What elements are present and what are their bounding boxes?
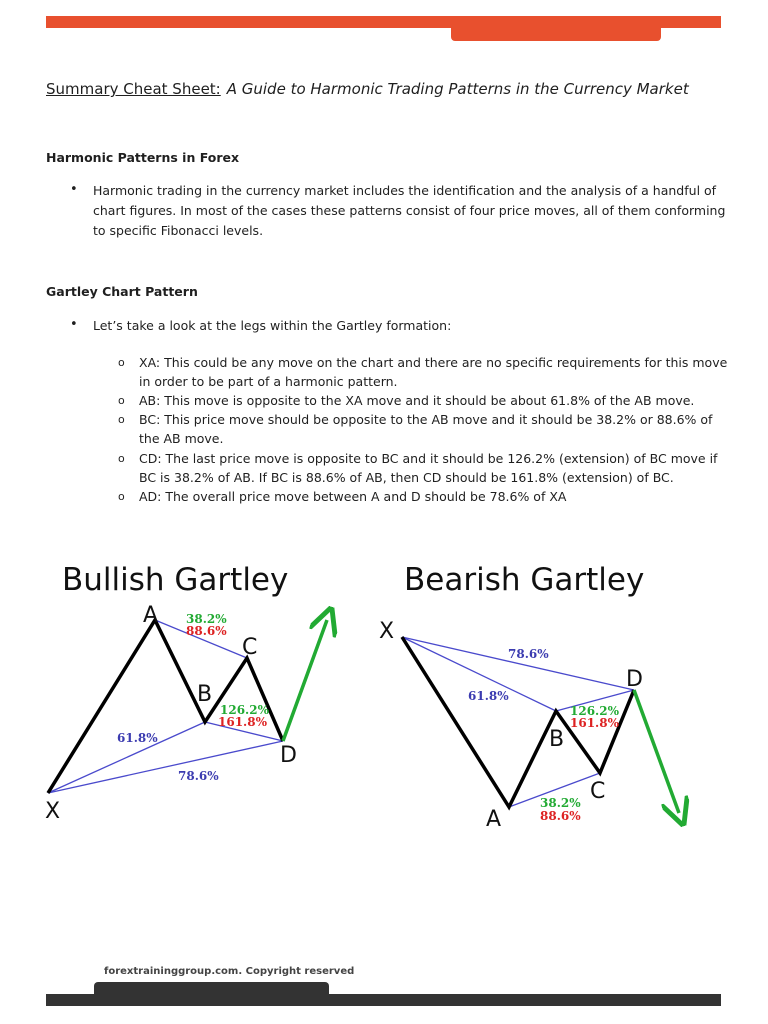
title-subtitle: A Guide to Harmonic Trading Patterns in the Currency Market <box>226 80 689 98</box>
leg-cd: CD: The last price move is opposite to BC and it should be 126.2% (extension) of BC move if BC is 38.2% of AB. If BC is 88.6% of AB, then CD should be 161.8% (extension) of BC. <box>139 451 718 485</box>
top-accent-tab <box>451 27 661 41</box>
footer-copyright: forextraininggroup.com. Copyright reserved <box>104 966 355 977</box>
bullish-title: Bullish Gartley <box>62 562 289 598</box>
gartley-diagram <box>0 540 768 840</box>
section-heading-gartley: Gartley Chart Pattern <box>46 284 198 299</box>
bearish-point-c: C <box>590 779 606 804</box>
bullish-point-b: B <box>197 682 213 707</box>
bullet-text-harmonic: Harmonic trading in the currency market includes the identification and the analysis of a handful of chart figures. In most of the cases these patterns consist of four price moves, all of them conforming to specific Fibonacci levels. <box>93 183 726 238</box>
bullish-point-a: A <box>143 603 159 628</box>
bullish-arrow <box>283 620 327 741</box>
sub-bullet-marker: o <box>118 490 125 503</box>
leg-ad: AD: The overall price move between A and D should be 78.6% of XA <box>139 489 567 504</box>
bearish-ratio-xb: 61.8% <box>468 689 509 703</box>
bearish-gartley <box>379 562 679 832</box>
bullet-marker: • <box>70 182 78 197</box>
bullish-ratio-cd-1: 126.2% <box>220 703 269 717</box>
page-title <box>46 80 689 98</box>
bearish-ratio-xd: 78.6% <box>508 647 549 661</box>
bearish-ratio-line-xd <box>402 637 634 690</box>
bullish-ratio-xd: 78.6% <box>178 769 219 783</box>
bullish-point-x: X <box>45 799 61 824</box>
leg-bc: BC: This price move should be opposite to the AB move and it should be 38.2% or 88.6% of the AB move. <box>139 412 713 446</box>
bullish-ratio-bc-2: 88.6% <box>186 624 227 638</box>
bearish-ratio-bc-2: 88.6% <box>540 809 581 823</box>
bullish-point-d: D <box>280 743 297 768</box>
leg-ab: AB: This move is opposite to the XA move and it should be about 61.8% of the AB move. <box>139 393 695 408</box>
sub-bullet-marker: o <box>118 394 125 407</box>
bearish-point-a: A <box>486 807 502 832</box>
bullish-point-c: C <box>242 635 258 660</box>
bullish-gartley <box>45 562 327 824</box>
bullish-ratio-line-xd <box>48 741 283 793</box>
sub-bullet-marker: o <box>118 452 125 465</box>
bullet-marker: • <box>70 317 78 332</box>
bearish-ratio-cd-1: 126.2% <box>570 704 619 718</box>
title-main: Summary Cheat Sheet: <box>46 80 221 98</box>
sub-bullet-marker: o <box>118 356 125 369</box>
bullish-ratio-cd-2: 161.8% <box>218 715 267 729</box>
bullish-ratio-bc-1: 38.2% <box>186 612 227 626</box>
section-heading-harmonic: Harmonic Patterns in Forex <box>46 150 240 165</box>
bearish-title: Bearish Gartley <box>404 562 645 598</box>
bottom-accent-bar <box>46 994 721 1006</box>
bullet-text-gartley: Let’s take a look at the legs within the Gartley formation: <box>93 318 452 333</box>
bullish-ratio-xb: 61.8% <box>117 731 158 745</box>
leg-xa: XA: This could be any move on the chart and there are no specific requirements for this move in order to be part of a harmonic pattern. <box>139 355 728 389</box>
bearish-point-x: X <box>379 619 395 644</box>
bearish-ratio-bc-1: 38.2% <box>540 796 581 810</box>
bearish-arrow <box>634 690 679 813</box>
bearish-ratio-cd-2: 161.8% <box>570 716 619 730</box>
sub-bullet-marker: o <box>118 413 125 426</box>
bearish-point-d: D <box>626 667 643 692</box>
bearish-point-b: B <box>549 727 565 752</box>
